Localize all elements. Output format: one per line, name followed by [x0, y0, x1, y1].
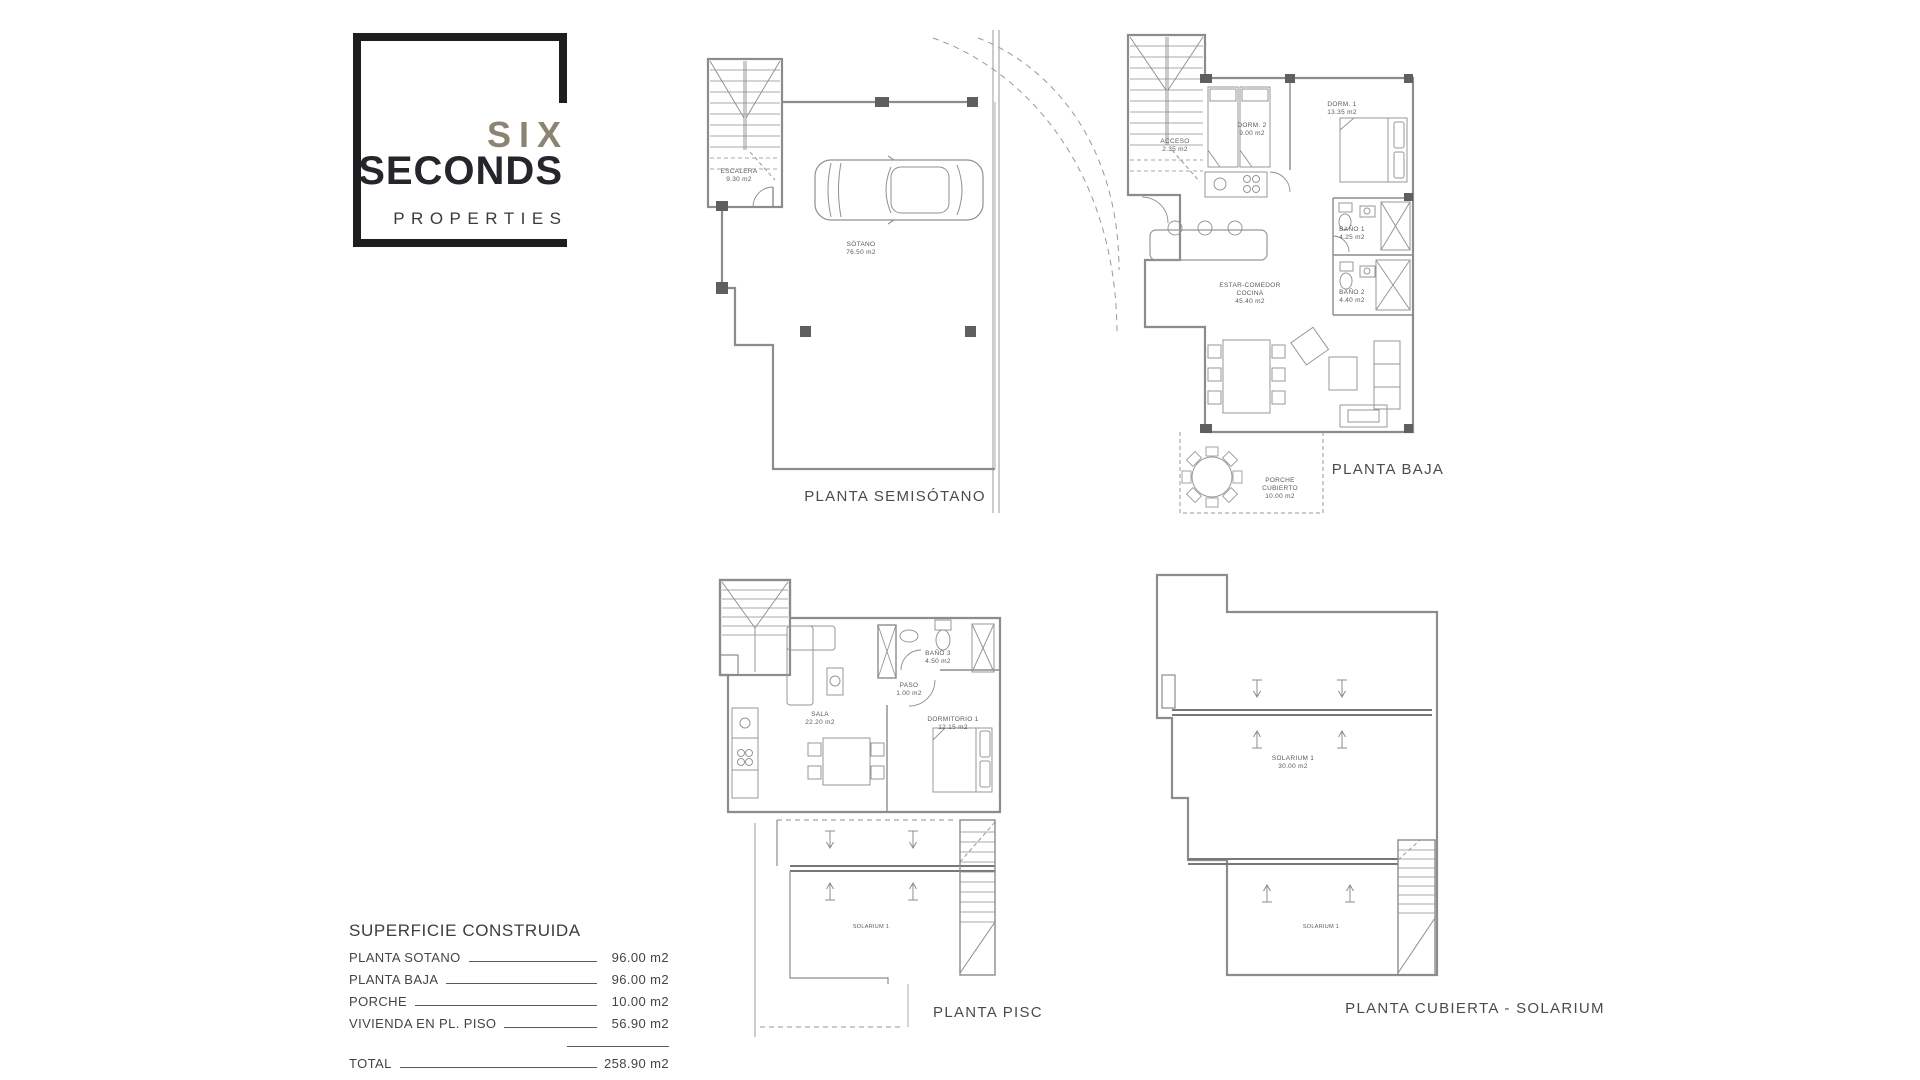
staircase [1130, 37, 1203, 182]
title-planta-semisotano: PLANTA SEMISÓTANO [804, 488, 986, 505]
plan-baja [1120, 30, 1470, 520]
room-label-solarium1: SOLARIUM 1 [1271, 755, 1315, 762]
partition-walls [1142, 78, 1413, 315]
staircase [720, 580, 790, 675]
room-area-sala: 22.20 m2 [805, 719, 835, 726]
wall-pillars [1200, 74, 1413, 433]
room-label-paso: PASO [899, 682, 919, 689]
roof-stairs [1398, 840, 1435, 975]
outer-walls [720, 580, 1000, 812]
table-row [349, 1016, 669, 1033]
room-label-sotano: SÓTANO [846, 241, 876, 248]
room-label-acceso: ACCESO [1160, 138, 1190, 145]
logo-word-seconds: SECONDS [358, 149, 563, 193]
terrace-stairs [960, 820, 995, 975]
garage-walls [722, 102, 995, 469]
room-label-solarium: SOLARIUM 1 [852, 924, 890, 930]
room-label-bano1: BAÑO 1 [1339, 226, 1365, 233]
room-label-dorm1: DORM. 1 [1327, 101, 1357, 108]
room-label-estar: ESTAR-COMEDOR [1219, 282, 1281, 289]
room-label-bano2: BAÑO 2 [1339, 289, 1365, 296]
room-area-bano3: 4.50 m2 [925, 658, 951, 665]
roof-dividers [1172, 710, 1432, 864]
room-label-solarium2: SOLARIUM 1 [1302, 924, 1340, 930]
leader-line [446, 983, 597, 984]
room-area-paso: 1.00 m2 [896, 690, 922, 697]
row-label: VIVIENDA EN PL. PISO [349, 1016, 497, 1031]
built-area-table [349, 921, 669, 1078]
title-planta-baja: PLANTA BAJA [1331, 461, 1445, 478]
plan-piso [695, 560, 1100, 1040]
room-label-dormitorio1: DORMITORIO 1 [927, 716, 979, 723]
room-area-solarium1: 30.00 m2 [1278, 763, 1308, 770]
leader-line [504, 1027, 597, 1028]
room-area-dormitorio1: 12.15 m2 [938, 724, 968, 731]
logo-word-properties: PROPERTIES [393, 209, 568, 228]
total-label: TOTAL [349, 1056, 392, 1071]
table-row [349, 972, 669, 989]
dorm1-bed [1340, 118, 1407, 182]
leader-line [469, 961, 597, 962]
room-label-cubierto: CUBIERTO [1262, 485, 1298, 492]
porch [1180, 432, 1323, 513]
row-value: 96.00 m2 [611, 950, 669, 965]
bedroom-bed [933, 728, 992, 792]
room-area-bano2: 4.40 m2 [1339, 297, 1365, 304]
row-label: PLANTA SOTANO [349, 950, 461, 965]
plan-cubierta [1145, 560, 1660, 1040]
leader-line [400, 1067, 597, 1068]
total-separator [567, 1038, 669, 1047]
room-label-porche: PORCHE [1265, 477, 1295, 484]
title-planta-cubierta: PLANTA CUBIERTA - SOLARIUM [1345, 1000, 1605, 1017]
room-label-cocina: COCINA [1236, 290, 1264, 297]
left-edge-detail [1162, 675, 1175, 708]
six-seconds-logo [353, 33, 567, 247]
logo-word-six: SIX [486, 114, 569, 155]
wall-pillars [716, 97, 978, 337]
room-area-dorm1: 13.35 m2 [1327, 109, 1357, 116]
leader-line [415, 1005, 597, 1006]
row-value: 56.90 m2 [611, 1016, 669, 1031]
row-value: 96.00 m2 [611, 972, 669, 987]
table-row [349, 994, 669, 1011]
room-area-dorm2: 9.00 m2 [1239, 130, 1265, 137]
plot-boundary-lines [993, 30, 999, 513]
row-label: PLANTA BAJA [349, 972, 439, 987]
car-icon [815, 156, 983, 224]
room-area-acceso: 2.35 m2 [1162, 146, 1188, 153]
table-heading: SUPERFICIE CONSTRUIDA [349, 921, 581, 940]
total-value: 258.90 m2 [603, 1056, 669, 1071]
drainage-arrows [1252, 680, 1355, 902]
room-area-bano1: 4.25 m2 [1339, 234, 1365, 241]
living-furniture [1208, 327, 1400, 427]
room-area-porche: 10.00 m2 [1265, 493, 1295, 500]
table-row [349, 950, 669, 967]
driveway-arcs [933, 38, 1119, 335]
room-area-sotano: 76.50 m2 [846, 249, 876, 256]
room-label-dorm2: DORM. 2 [1237, 122, 1267, 129]
room-label-sala: SALA [811, 711, 829, 718]
row-value: 10.00 m2 [611, 994, 669, 1009]
room-area-estar: 45.40 m2 [1235, 298, 1265, 305]
room-label-escalera: ESCALERA [720, 168, 758, 175]
room-label-bano3: BAÑO 3 [925, 650, 951, 657]
kitchen-strip [732, 708, 758, 798]
table-total-row [349, 1056, 669, 1073]
sala-furniture [787, 626, 884, 785]
outer-walls [1157, 575, 1437, 975]
row-label: PORCHE [349, 994, 408, 1009]
title-planta-piso: PLANTA PISC [933, 1004, 1043, 1021]
staircase [708, 59, 782, 207]
room-area-escalera: 9.30 m2 [726, 176, 752, 183]
